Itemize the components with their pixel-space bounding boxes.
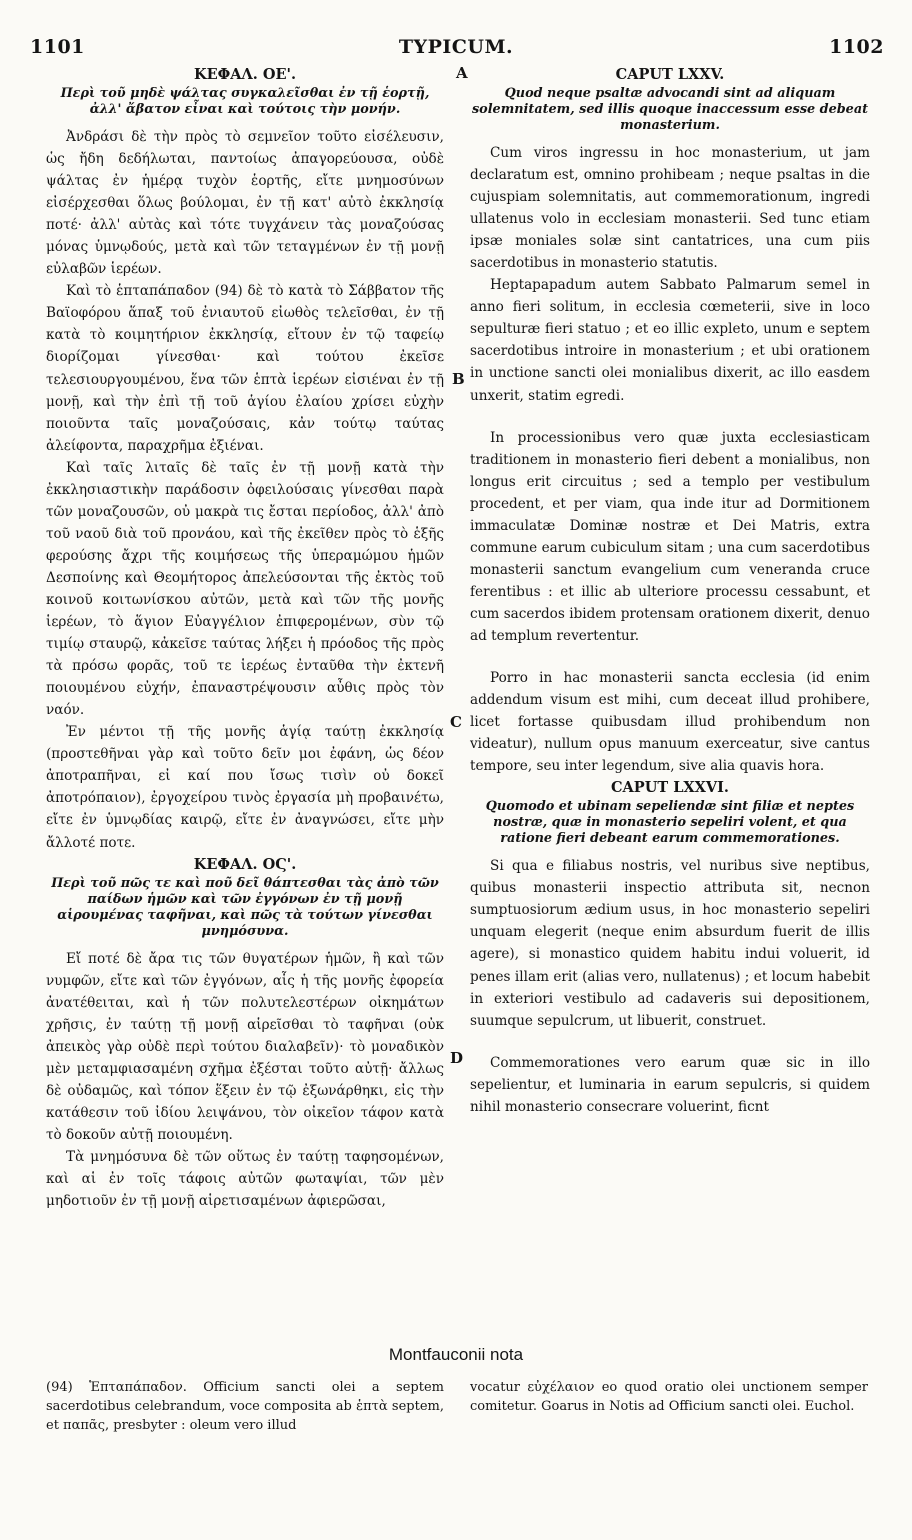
greek-paragraph-3: Καὶ ταῖς λιταῖς δὲ ταῖς ἐν τῇ μονῇ κατὰ τὴν ἐκκλησιαστικὴν παράδοσιν ὀφειλούσαις γίνεσθαι παρὰ τῶν μοναζουσῶν, οὐ μακρὰ τις ἔσται περίοδος, ἀλλ' ἀπὸ τοῦ ναοῦ διὰ τοῦ προνάου, καὶ τῆς ἐκεῖθεν πρὸς τὸ ἑξῆς φερούσης ἄχρι τῆς κοιμήσεως τῆς ὑπεραμώμου ἡμῶν Δεσποίνης καὶ Θεομήτορος ἀπελεύσονται τῆς ἐκτὸς τοῦ κοινοῦ κοιτωνίσκου αὐτῶν, μετὰ καὶ τῶν τῆς μονῆς ἱερέων, τὸ ἅγιον Εὐαγγέλιον ἐπιφερομένων, σὺν τῷ τιμίῳ σταυρῷ, κἀκεῖσε ταύτας λήξει ἡ πρόοδος τῆς πρὸς τὰ πρόσω φορᾶς, τοῦ τε ἱερέως ἐνταῦθα τὴν ἐκτενῆ ποιουμένου εὐχήν, ἐπαναστρέψουσιν αὖθις πρὸς τὸν ναόν. xyxy=(46,459,444,719)
greek-chapter-heading-75: ΚΕΦΑΛ. ΟΕ'. xyxy=(193,66,297,83)
greek-chapter-subtitle-76: Περὶ τοῦ πῶς τε καὶ ποῦ δεῖ θάπτεσθαι τὰς ἀπὸ τῶν παίδων ἡμῶν καὶ τῶν ἐγγόνων ἐν τῇ μονῇ αἱρουμένας ταφῆναι, καὶ πῶς τὰ τούτων γίνεσθαι μνημόσυνα. xyxy=(51,875,439,939)
paragraph-gap xyxy=(470,647,870,667)
margin-letter-d: D xyxy=(450,1049,464,1067)
margin-letter-c: C xyxy=(450,713,462,731)
footnote-right: vocatur εὐχέλαιον eo quod oratio olei unctionem semper comitetur. Goarus in Notis ad Officium sancti olei. Euchol. xyxy=(470,1380,868,1414)
right-page-number: 1102 xyxy=(829,36,884,58)
paragraph-gap xyxy=(470,407,870,427)
latin-paragraph-4: Porro in hac monasterii sancta ecclesia (id enim addendum visum est mihi, cum deceat illud prohibere, licet fortasse quibusdam illud prohibendum non videatur), nullum opus manuum exerceatur, sive cantus tempore, seu inter legendum, sive alia quavis hora. xyxy=(470,670,870,775)
notes-title: Montfauconii nota xyxy=(388,1345,524,1364)
greek-paragraph-6: Τὰ μνημόσυνα δὲ τῶν οὕτως ἐν ταύτῃ ταφησομένων, καὶ αἱ ἐν τοῖς τάφοις αὐτῶν φωταψίαι, τῶν μὲν μηδοτιοῦν ἐν τῇ μονῇ αἱρετισαμένων ἀφιερῶσαι, xyxy=(46,1148,444,1210)
latin-chapter-subtitle-75: Quod neque psaltæ advocandi sint ad aliquam solemnitatem, sed illis quoque inaccessum esse debeat monasterium. xyxy=(471,86,869,133)
footnote-left: (94) Ἑπταπάπαδον. Officium sancti olei a septem sacerdotibus celebrandum, voce composita ab ἑπτὰ septem, et παπᾶς, presbyter : oleum vero illud xyxy=(46,1380,444,1433)
latin-paragraph-3: In processionibus vero quæ juxta ecclesiasticam traditionem in monasterio fieri debent a monialibus, non longus erit circuitus ; sed a templo per vestibulum procedent, et per viam, qua inde itur ad Dormitionem immaculatæ Dominæ nostræ et Dei Matris, extra commune earum cubiculum sitam ; una cum sacerdotibus monasterii sanctum evangelium cum veneranda cruce ferentibus : et illic ab ulteriore processu cessabunt, et cum sacerdos ibidem protensam orationem dixerit, denuo ad templum revertentur. xyxy=(470,429,870,644)
greek-paragraph-4: Ἐν μέντοι τῇ τῆς μονῆς ἁγίᾳ ταύτῃ ἐκκλησίᾳ (προστεθῆναι γὰρ καὶ τοῦτο δεῖν μοι ἐφάνη, ὡς δέον ἀποτραπῆναι, εἰ καί που ἴσως τισὶν οὐ δοκεῖ ἀποτρόπαιον), ἐργοχείρου τινὸς ἐργασία μὴ προβαινέτω, εἴτε ἐν ὑμνῳδίας καιρῷ, εἴτε ἐν ἀναγνώσει, εἴτε μὴν ἄλλοτέ ποτε. xyxy=(46,724,444,851)
greek-chapter-subtitle-75: Περὶ τοῦ μηδὲ ψάλτας συγκαλεῖσθαι ἐν τῇ ἑορτῇ, ἀλλ' ἄβατον εἶναι καὶ τούτοις τὴν μονήν. xyxy=(60,86,430,117)
greek-column xyxy=(46,64,444,1212)
latin-chapter-heading-75: CAPUT LXXV. xyxy=(615,66,725,83)
latin-paragraph-1: Cum viros ingressu in hoc monasterium, ut jam declaratum est, omnino prohibeam ; neque psaltas in die cujuspiam solemnitatis, aut commemorationum, ingredi ullatenus volo in ecclesiam monasterii. Sed tunc etiam ipsæ moniales solæ sint cantatrices, una cum piis sacerdotibus in monasterio statutis. xyxy=(470,145,870,272)
latin-paragraph-2: Heptapapadum autem Sabbato Palmarum semel in anno fieri solitum, in ecclesia cœmeterii, sive in loco sepulturæ fieri statuo ; et eo illic expleto, unum e septem sacerdotibus introire in monasterium ; et ubi orationem in unctione sancti olei monialibus dixerit, ac illo easdem unxerit, statim egredi. xyxy=(470,277,870,404)
greek-paragraph-2: Καὶ τὸ ἑπταπάπαδον (94) δὲ τὸ κατὰ τὸ Σάββατον τῆς Βαϊοφόρου ἅπαξ τοῦ ἐνιαυτοῦ εἰωθὸς τελεῖσθαι, ἐν τῇ κατὰ τὸ κοιμητήριον ἐκκλησίᾳ, εἴτουν ἐν τῷ ταφείῳ διορίζομαι γίνεσθαι· καὶ τούτου ἐκεῖσε τελεσιουργουμένου, ἕνα τῶν ἑπτὰ ἱερέων εἰσιέναι ἐν τῇ μονῇ, καὶ τὴν ἐπὶ τῇ τοῦ ἁγίου ἐλαίου χρίσει εὐχὴν ποιοῦντα ταῖς μοναζούσαις, κἀν τούτῳ ταύτας ἀλείφοντα, παραχρῆμα ἐξιέναι. xyxy=(46,283,444,454)
paragraph-gap xyxy=(470,1032,870,1052)
running-title: TYPICUM. xyxy=(398,36,514,58)
latin-paragraph-6: Commemorationes vero earum quæ sic in illo sepelientur, et luminaria in earum sepulcris, si quidem nihil monasterio consecrare voluerint, ficnt xyxy=(470,1054,870,1115)
latin-chapter-heading-76: CAPUT LXXVI. xyxy=(611,779,729,797)
margin-letter-b: B xyxy=(452,370,465,388)
latin-column xyxy=(470,64,870,1118)
latin-chapter-subtitle-76: Quomodo et ubinam sepeliendæ sint filiæ et neptes nostræ, quæ in monasterio sepeliri volent, et qua ratione fieri debeant earum commemorationes. xyxy=(485,799,855,847)
greek-chapter-heading-76: ΚΕΦΑΛ. ΟϚ'. xyxy=(193,855,297,873)
left-page-number: 1101 xyxy=(30,36,85,58)
greek-paragraph-5: Εἴ ποτέ δὲ ἄρα τις τῶν θυγατέρων ἡμῶν, ἢ καὶ τῶν νυμφῶν, εἴτε καὶ τῶν ἐγγόνων, αἷς ἡ τῆς μονῆς ἐφορεία ἀνατέθειται, καὶ ἡ τῶν πολυτελεστέρων οἰκημάτων χρῆσις, ἐν ταύτῃ τῇ μονῇ αἱρεῖσθαι τὸ ταφῆναι (οὐκ ἀπεικὸς γὰρ οὐδὲ περὶ τούτου διαλαβεῖν)· τὸ μοναδικὸν μὲν μεταμφιασαμένη σχῆμα ἐξέσται τοῦτο αὐτῇ· ἄλλως δὲ οὐδαμῶς, καὶ τόπον ἕξειν ἐν τῷ ἐξωνάρθηκι, εἰς τὴν κατάθεσιν τοῦ ἰδίου λειψάνου, τὸν οἰκεῖον τάφον κατὰ τὸ δοκοῦν αὐτῇ ποιουμένη. xyxy=(46,950,444,1143)
margin-letter-a: A xyxy=(456,64,468,82)
greek-paragraph-1: Ἀνδράσι δὲ τὴν πρὸς τὸ σεμνεῖον τοῦτο εἰσέλευσιν, ὡς ἤδη δεδήλωται, παντοίως ἀπαγορεύουσα, οὐδὲ ψάλτας ἐν ἡμέρᾳ τυχὸν ἑορτῆς, εἴτε μνημοσύνων εἰσέρχεσθαι ὅλως βούλομαι, ἐν τῇ κατ' αὐτὸ ἐκκλησίᾳ ποτέ· ἀλλ' αὐτὰς καὶ τότε τυγχάνειν τὰς μοναζούσας μόνας ὑμνῳδούς, μετὰ καὶ τῶν τεταγμένων ἐν τῇ μονῇ εὐλαβῶν ἱερέων. xyxy=(46,129,444,278)
latin-paragraph-5: Si qua e filiabus nostris, vel nuribus sive neptibus, quibus monasterii inspectio attributa sit, necnon sumptuosiorum ædium usus, in hoc monasterio sepeliri unquam elegerit (neque enim absurdum fuerit de illis agere), si monastico quidem habitu indui voluerit, id penes illam erit (alias vero, nullatenus) ; et locum habebit in exteriori vestibulo ad cadaveris sui depositionem, suumque sepulcrum, ut libuerit, construet. xyxy=(470,858,870,1029)
